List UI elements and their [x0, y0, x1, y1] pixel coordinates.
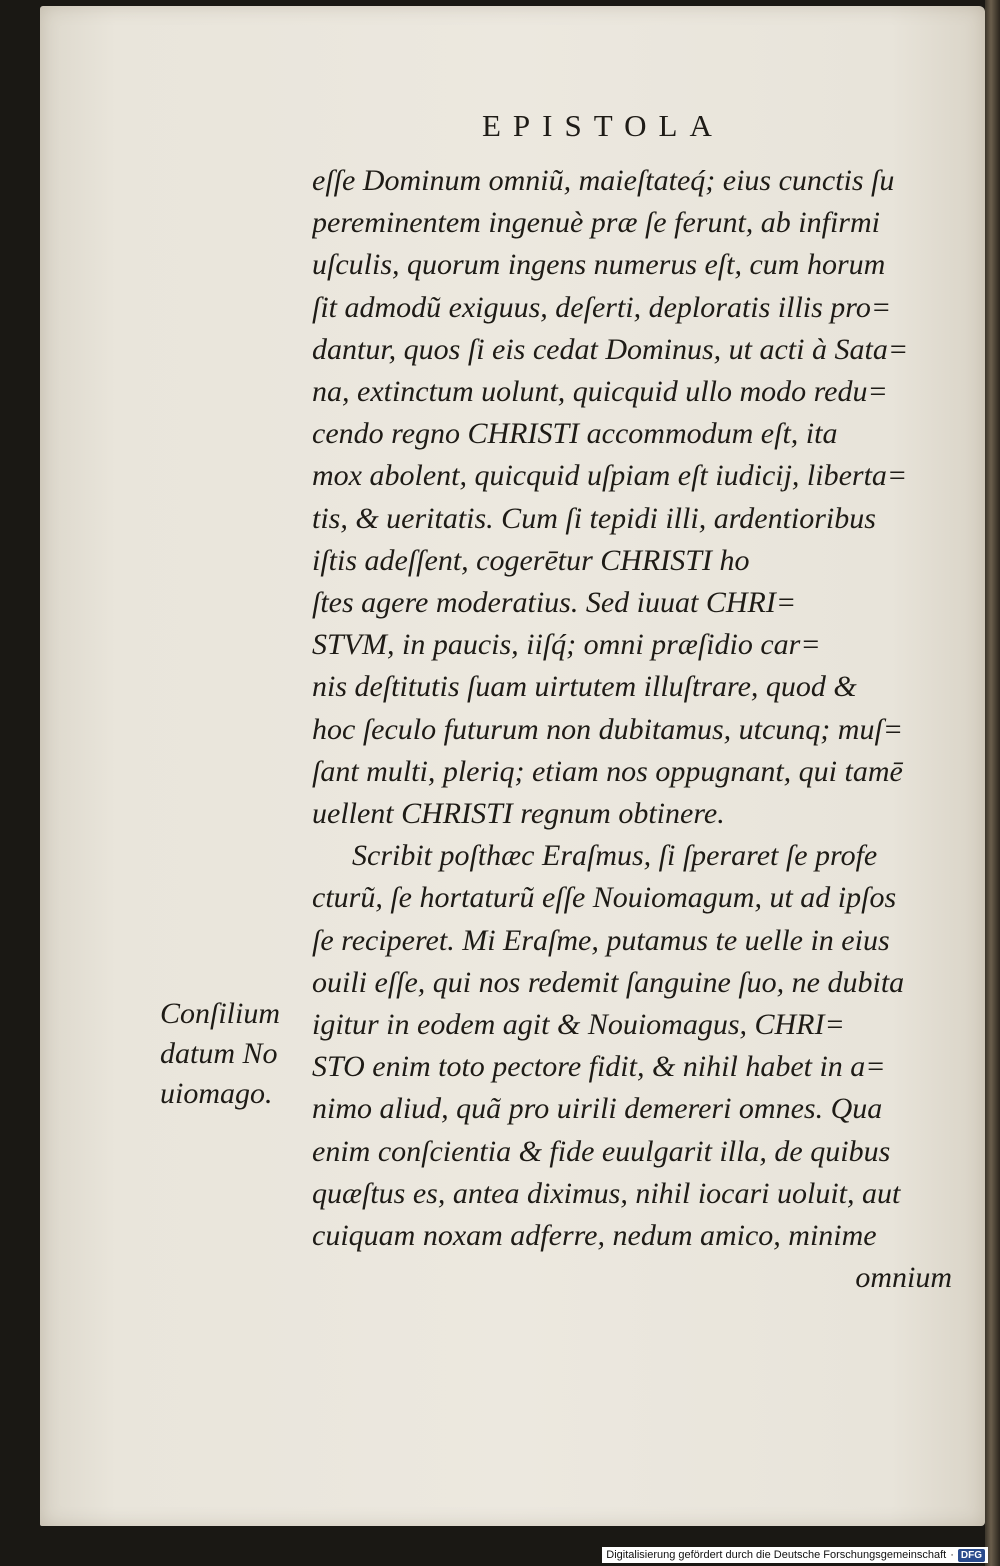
text-line: ſit admodũ exiguus, deſerti, deploratis illis pro=	[312, 290, 892, 324]
text-line: pereminentem ingenuè præ ſe ferunt, ab infirmi	[312, 206, 880, 240]
text-line: iſtis adeſſent, cogerētur CHRISTI ho	[312, 543, 750, 577]
running-head: EPISTOLA	[482, 108, 724, 143]
text-line: ſtes agere moderatius. Sed iuuat CHRI=	[312, 586, 797, 620]
footer-separator: ·	[950, 1549, 954, 1561]
text-line: igitur in eodem agit & Nouiomagus, CHRI=	[312, 1008, 845, 1042]
text-line: uellent CHRISTI regnum obtinere.	[312, 797, 725, 831]
text-line: cturũ, ſe hortaturũ eſſe Nouiomagum, ut ad ipſos	[312, 881, 897, 915]
marginal-line: datum No	[160, 1037, 278, 1070]
text-line: Scribit poſthæc Eraſmus, ſi ſperaret ſe profe	[352, 839, 878, 873]
text-line: ſant multi, pleriq; etiam nos oppugnant, qui tamē	[312, 754, 903, 788]
text-line: hoc ſeculo futurum non dubitamus, utcunq; muſ=	[312, 712, 904, 746]
text-line: mox abolent, quicquid uſpiam eſt iudicij, liberta=	[312, 459, 908, 493]
catchword: omnium	[855, 1261, 952, 1295]
text-line: tis, & ueritatis. Cum ſi tepidi illi, ardentioribus	[312, 501, 876, 535]
text-line: ouili eſſe, qui nos redemit ſanguine ſuo, ne dubita	[312, 965, 905, 999]
text-line: dantur, quos ſi eis cedat Dominus, ut acti à Sata=	[312, 332, 909, 366]
text-line: cuiquam noxam adferre, nedum amico, minime	[312, 1219, 877, 1253]
text-line: nis deſtitutis ſuam uirtutem illuſtrare, quod &	[312, 670, 857, 704]
page-edge-shadow	[985, 0, 1000, 1566]
body-text	[312, 160, 972, 1299]
marginal-line: uiomago.	[160, 1077, 273, 1110]
text-line: cendo regno CHRISTI accommodum eſt, ita	[312, 417, 838, 451]
text-line: na, extinctum uolunt, quicquid ullo modo redu=	[312, 375, 888, 409]
funding-footer	[602, 1547, 988, 1563]
text-line: ſe reciperet. Mi Eraſme, putamus te uelle in eius	[312, 923, 890, 957]
text-line: nimo aliud, quã pro uirili demereri omnes. Qua	[312, 1092, 883, 1126]
funding-text: Digitalisierung gefördert durch die Deutsche Forschungsgemeinschaft	[606, 1549, 947, 1561]
text-line: enim conſcientia & fide euulgarit illa, de quibus	[312, 1134, 891, 1168]
marginal-note	[160, 994, 280, 1114]
text-line: STVM, in paucis, iiſq́; omni præſidio car=	[312, 628, 821, 662]
text-line: quæſtus es, antea diximus, nihil iocari uoluit, aut	[312, 1176, 901, 1210]
dfg-logo-icon: DFG	[958, 1549, 985, 1562]
marginal-line: Conſilium	[160, 997, 281, 1030]
text-line: eſſe Dominum omniũ, maieſtateq́; eius cunctis ſu	[312, 164, 895, 197]
text-line: uſculis, quorum ingens numerus eſt, cum horum	[312, 248, 886, 282]
text-line: STO enim toto pectore fidit, & nihil habet in a=	[312, 1050, 886, 1084]
